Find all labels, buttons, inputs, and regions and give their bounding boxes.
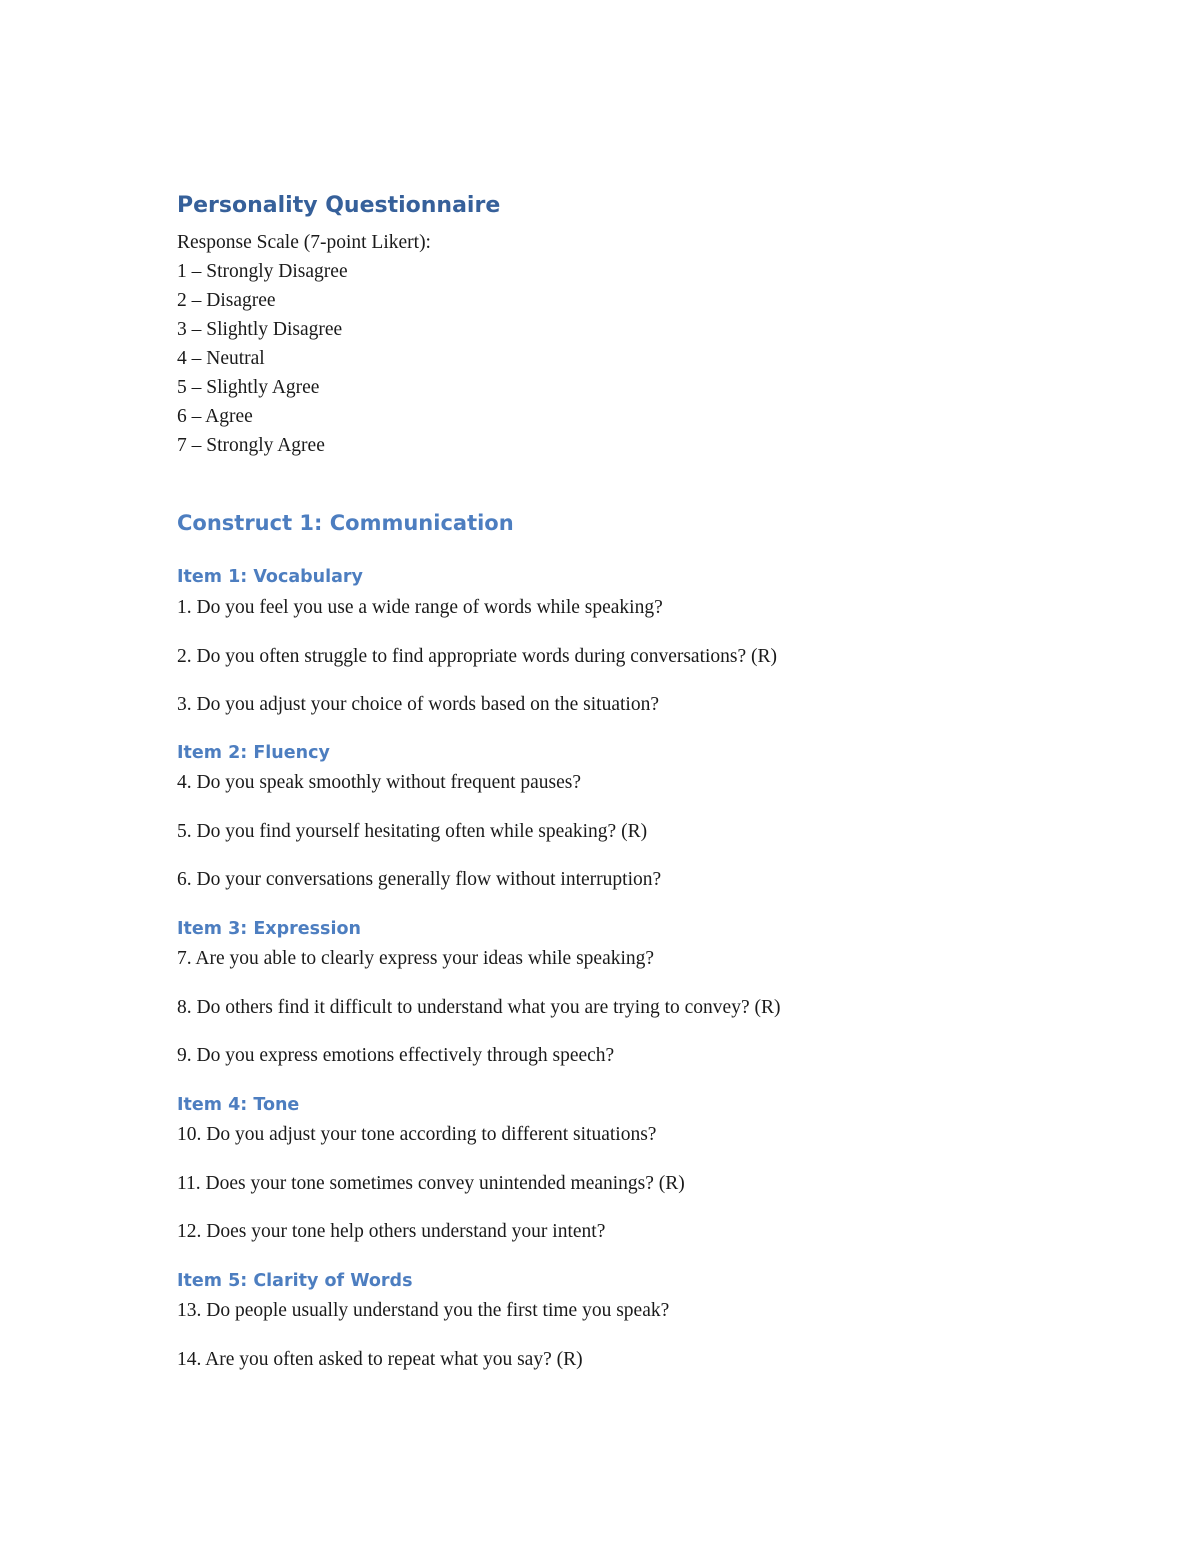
item-heading-clarity-of-words: Item 5: Clarity of Words bbox=[177, 1271, 413, 1291]
response-scale-list bbox=[177, 257, 348, 460]
question: 2. Do you often struggle to find appropriate words during conversations? (R) bbox=[177, 646, 778, 667]
question: 1. Do you feel you use a wide range of words while speaking? bbox=[177, 597, 663, 618]
question: 4. Do you speak smoothly without frequent pauses? bbox=[177, 772, 582, 793]
question: 3. Do you adjust your choice of words based on the situation? bbox=[177, 694, 659, 715]
question: 13. Do people usually understand you the first time you speak? bbox=[177, 1300, 670, 1321]
item-heading-tone: Item 4: Tone bbox=[177, 1095, 300, 1115]
question: 11. Does your tone sometimes convey unintended meanings? (R) bbox=[177, 1173, 685, 1194]
question: 14. Are you often asked to repeat what you say? (R) bbox=[177, 1349, 583, 1370]
scale-point: 6 – Agree bbox=[177, 406, 253, 427]
response-scale-intro: Response Scale (7-point Likert): bbox=[177, 232, 431, 253]
item-heading-expression: Item 3: Expression bbox=[177, 919, 361, 939]
question: 5. Do you find yourself hesitating often while speaking? (R) bbox=[177, 821, 648, 842]
question: 7. Are you able to clearly express your ideas while speaking? bbox=[177, 948, 655, 969]
document-title: Personality Questionnaire bbox=[177, 193, 501, 218]
scale-point: 7 – Strongly Agree bbox=[177, 435, 325, 456]
scale-point: 3 – Slightly Disagree bbox=[177, 319, 343, 340]
question: 8. Do others find it difficult to understand what you are trying to convey? (R) bbox=[177, 997, 781, 1018]
scale-point: 4 – Neutral bbox=[177, 348, 265, 369]
item-heading-vocabulary: Item 1: Vocabulary bbox=[177, 567, 363, 587]
scale-point: 2 – Disagree bbox=[177, 290, 276, 311]
scale-point: 1 – Strongly Disagree bbox=[177, 261, 348, 282]
scale-point: 5 – Slightly Agree bbox=[177, 377, 320, 398]
item-heading-fluency: Item 2: Fluency bbox=[177, 743, 330, 763]
question: 9. Do you express emotions effectively through speech? bbox=[177, 1045, 615, 1066]
question: 12. Does your tone help others understand your intent? bbox=[177, 1221, 606, 1242]
question: 10. Do you adjust your tone according to different situations? bbox=[177, 1124, 657, 1145]
question: 6. Do your conversations generally flow without interruption? bbox=[177, 869, 662, 890]
construct-heading: Construct 1: Communication bbox=[177, 511, 514, 535]
